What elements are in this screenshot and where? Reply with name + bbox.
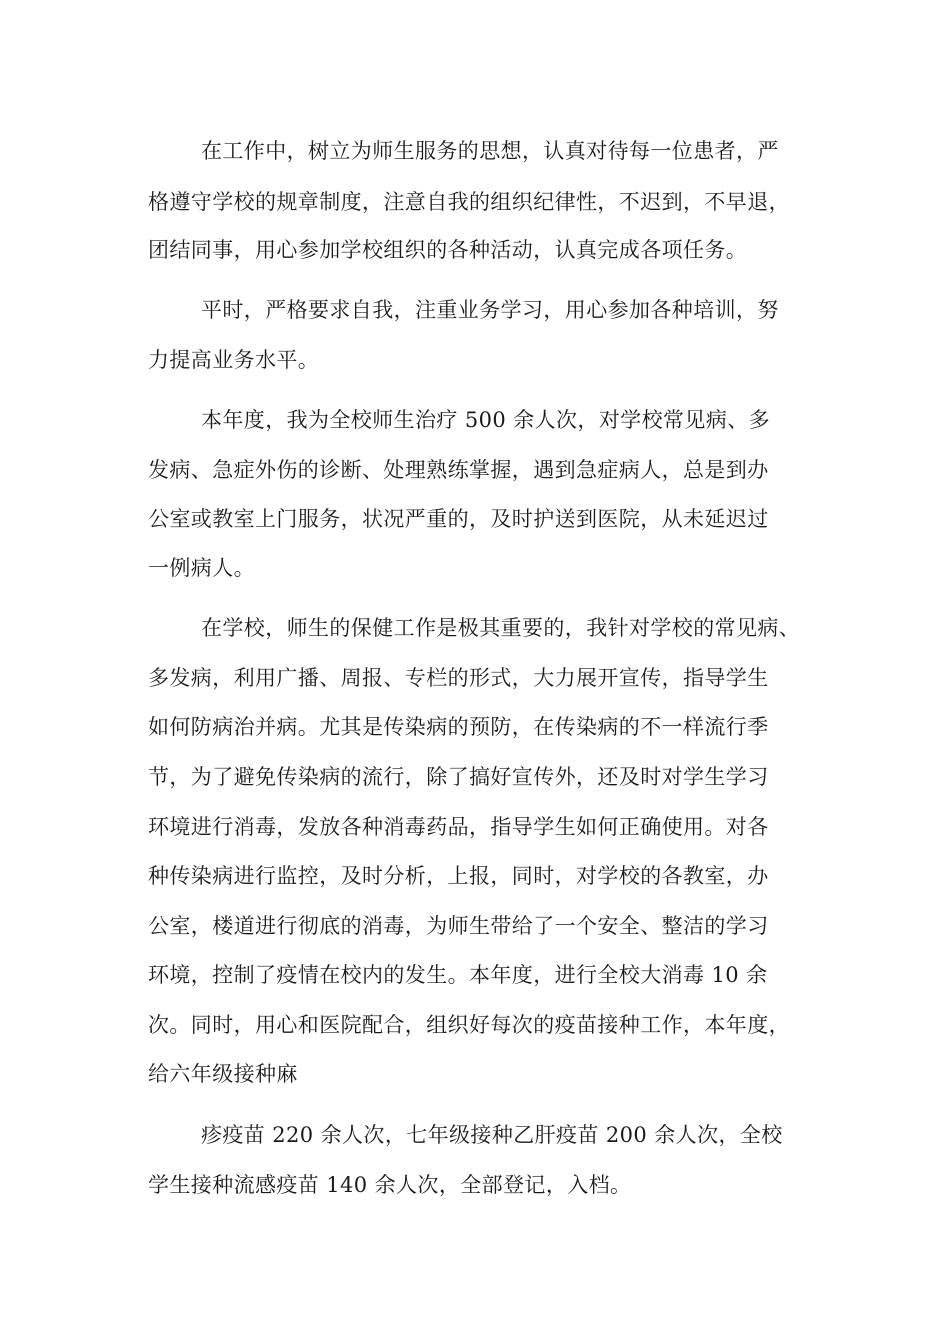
text-line: 学生接种流感疫苗 140 余人次，全部登记，入档。 (148, 1173, 632, 1197)
text-line: 疹疫苗 220 余人次，七年级接种乙肝疫苗 200 余人次，全校 (201, 1123, 783, 1147)
text-line: 平时，严格要求自我，注重业务学习，用心参加各种培训，努 (201, 298, 779, 322)
text-line: 如何防病治并病。尤其是传染病的预防，在传染病的不一样流行季 (148, 715, 769, 739)
text-line: 力提高业务水平。 (148, 348, 320, 372)
text-line: 环境，控制了疫情在校内的发生。本年度，进行全校大消毒 10 余 (148, 963, 768, 987)
text-line: 公室，楼道进行彻底的消毒，为师生带给了一个安全、整洁的学习 (148, 914, 769, 938)
text-line: 多发病，利用广播、周报、专栏的形式，大力展开宣传，指导学生 (148, 666, 769, 690)
text-line: 给六年级接种麻 (148, 1062, 298, 1086)
text-line: 在工作中，树立为师生服务的思想，认真对待每一位患者，严 (201, 139, 779, 163)
text-line: 环境进行消毒，发放各种消毒药品，指导学生如何正确使用。对各 (148, 815, 769, 839)
text-line: 团结同事，用心参加学校组织的各种活动，认真完成各项任务。 (148, 238, 748, 262)
text-line: 本年度，我为全校师生治疗 500 余人次，对学校常见病、多 (201, 408, 771, 432)
text-line: 在学校，师生的保健工作是极其重要的，我针对学校的常见病、 (201, 616, 801, 640)
text-line: 公室或教室上门服务，状况严重的，及时护送到医院，从未延迟过 (148, 507, 769, 531)
text-line: 一例病人。 (148, 556, 255, 580)
text-line: 格遵守学校的规章制度，注意自我的组织纪律性，不迟到，不早退， (148, 190, 790, 214)
text-line: 次。同时，用心和医院配合，组织好每次的疫苗接种工作，本年度， (148, 1013, 790, 1037)
text-line: 发病、急症外伤的诊断、处理熟练掌握，遇到急症病人，总是到办 (148, 458, 769, 482)
text-line: 节，为了避免传染病的流行，除了搞好宣传外，还及时对学生学习 (148, 765, 769, 789)
text-line: 种传染病进行监控，及时分析，上报，同时，对学校的各教室，办 (148, 864, 769, 888)
